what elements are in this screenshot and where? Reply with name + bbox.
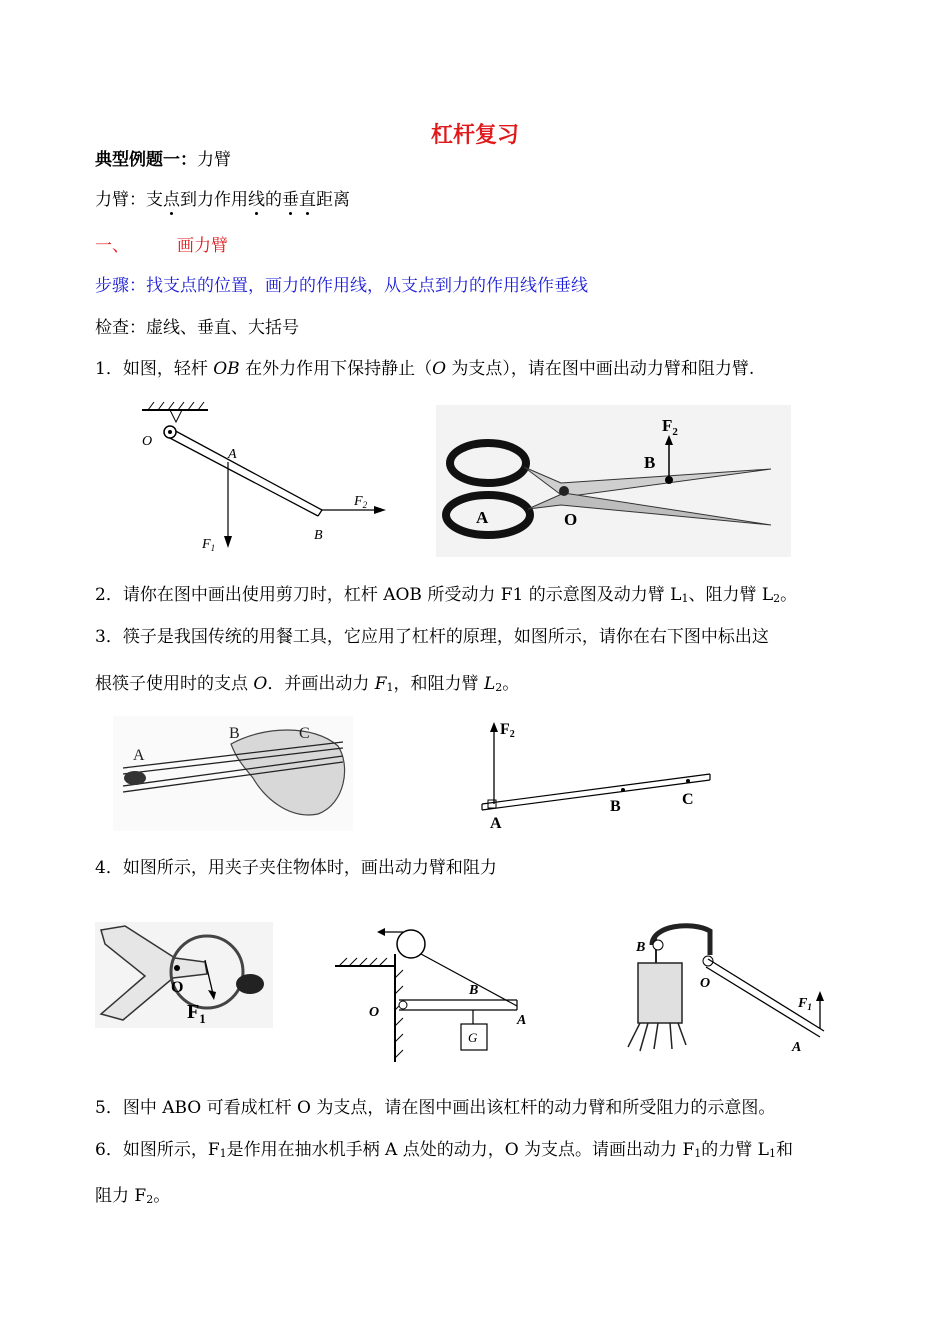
q1-ob: OB [213, 359, 240, 379]
clip-pivot [174, 965, 180, 971]
figure-beam-pulley [333, 922, 538, 1064]
beam-pivot [399, 1001, 407, 1009]
definition-text: 力臂：支 [95, 190, 163, 210]
label-a: A [228, 447, 237, 462]
q6b-text: 阻力 F [95, 1186, 147, 1206]
definition-text: 到力作用 [180, 190, 248, 210]
label-f1: $F_1$ [187, 1001, 206, 1026]
q1-text: 1．如图，轻杆 [95, 359, 214, 379]
definition-text: 的 [265, 190, 282, 210]
q2-text: 。 [780, 585, 798, 605]
pulley-wheel [397, 930, 425, 958]
force-f2-arrowhead [490, 722, 498, 732]
rod-top-edge [170, 428, 322, 510]
label-g: G [468, 1030, 478, 1045]
label-a: A [490, 815, 502, 831]
q3-text: 。 [502, 674, 520, 694]
label-o: O [700, 976, 711, 991]
label-f2: $F_2$ [662, 416, 678, 438]
label-o: O [564, 510, 578, 529]
force-f2-arrowhead [374, 506, 386, 514]
figure-stick [470, 716, 730, 831]
question-1 [95, 357, 754, 381]
stick-top-edge [482, 774, 710, 804]
q3-f: F [374, 674, 387, 694]
force-f1-arrowhead [816, 991, 824, 1001]
q3-text: ，和阻力臂 [393, 674, 484, 694]
emphasis-char: 点 [163, 190, 180, 210]
q3-o: O [253, 674, 268, 694]
example-heading [95, 148, 231, 172]
section-number: 一、 [95, 236, 129, 256]
definition-line [95, 188, 350, 212]
q6-sub: 1 [219, 1147, 227, 1160]
point-b [621, 788, 625, 792]
label-c: C [299, 725, 310, 742]
q6-text: 6．如图所示，F [95, 1140, 220, 1160]
example-topic: 力臂 [197, 150, 231, 170]
question-3-line1: 3．筷子是我国传统的用餐工具，它应用了杠杆的原理，如图所示，请你在右下图中标出这 [95, 627, 769, 647]
q6-text: 和 [775, 1140, 793, 1160]
pump-base-roots [628, 1023, 686, 1051]
label-a: A [517, 1013, 527, 1028]
point-b [653, 940, 663, 950]
scissor-pivot [559, 486, 569, 496]
label-a: A [792, 1040, 802, 1055]
label-b: B [644, 453, 656, 472]
question-4: 4．如图所示，用夹子夹住物体时，画出动力臂和阻力 [95, 858, 497, 878]
q3-text: ．并画出动力 [267, 674, 375, 694]
question-6-line1 [95, 1138, 793, 1166]
label-b: B [314, 528, 323, 543]
label-c: C [682, 791, 694, 808]
label-f1: $F_1$ [798, 996, 812, 1012]
figure-lever-ob [130, 398, 400, 558]
stick-bottom-edge [482, 780, 710, 810]
label-o: O [171, 979, 184, 996]
handle-top-edge [708, 959, 824, 1031]
figure-chopsticks [113, 716, 353, 831]
section-heading [95, 234, 228, 258]
q3-sub: 1 [386, 681, 394, 694]
q6-sub: 1 [768, 1147, 776, 1160]
label-o: O [142, 434, 153, 449]
q6-text: 的力臂 L [701, 1140, 769, 1160]
emphasis-char: 直 [299, 190, 316, 210]
q2-text: 、阻力臂 L [688, 585, 774, 605]
hinge-bracket [170, 410, 182, 422]
figure-scissors [436, 405, 791, 557]
example-label: 典型例题一： [95, 150, 197, 170]
label-f1: $F_1$ [202, 537, 216, 553]
q1-text: 在外力作用下保持静止（ [239, 359, 433, 379]
rope-arrowhead [377, 928, 385, 936]
question-3-line2 [95, 672, 519, 700]
figure-water-pump [612, 915, 837, 1055]
figure-clip [95, 922, 273, 1028]
emphasis-char: 垂 [282, 190, 299, 210]
label-b: B [469, 983, 479, 998]
q2-sub: 1 [681, 592, 689, 605]
q6b-text: 。 [153, 1186, 171, 1206]
section-name: 画力臂 [177, 236, 228, 256]
label-f2: $F_2$ [354, 494, 368, 510]
right-angle-mark [488, 800, 496, 808]
q1-text: 为支点），请在图中画出动力臂和阻力臂. [446, 359, 755, 379]
question-2 [95, 583, 797, 611]
q6-sub: 1 [694, 1147, 702, 1160]
q2-sub: 2 [773, 592, 781, 605]
label-f2: F2 [500, 721, 515, 740]
emphasis-char: 线 [248, 190, 265, 210]
force-f1-arrowhead [224, 536, 232, 548]
label-b: B [636, 940, 646, 955]
rope-diagonal [421, 954, 517, 1006]
q6b-sub: 2 [146, 1193, 154, 1206]
question-6-line2 [95, 1184, 170, 1212]
question-5: 5．图中 ABO 可看成杠杆 O 为支点，请在图中画出该杠杆的动力臂和所受阻力的示意图。 [95, 1098, 776, 1118]
q1-o: O [432, 359, 447, 379]
label-b: B [610, 798, 621, 815]
q2-text: 2．请你在图中画出使用剪刀时，杠杆 AOB 所受动力 F1 的示意图及动力臂 L [95, 585, 682, 605]
label-o: O [369, 1005, 380, 1020]
check-text: 检查：虚线、垂直、大括号 [95, 318, 299, 338]
q3-text: 根筷子使用时的支点 [95, 674, 254, 694]
food-item [124, 771, 146, 785]
point-c [686, 779, 690, 783]
page-title: 杠杆复习 [430, 122, 519, 148]
steps-text: 步骤：找支点的位置，画力的作用线，从支点到力的作用线作垂线 [95, 276, 588, 296]
rod-bottom-edge [166, 436, 318, 516]
ceiling-hatch [148, 402, 204, 410]
pump-body [638, 963, 682, 1023]
definition-text: 距离 [316, 190, 350, 210]
q6-text: 是作用在抽水机手柄 A 点处的动力，O 为支点。请画出动力 F [226, 1140, 695, 1160]
q3-sub: 2 [495, 681, 503, 694]
label-b: B [229, 725, 240, 742]
label-a: A [476, 508, 489, 527]
q3-l: L [483, 674, 496, 694]
label-a: A [133, 747, 145, 764]
clipped-object [236, 974, 264, 994]
